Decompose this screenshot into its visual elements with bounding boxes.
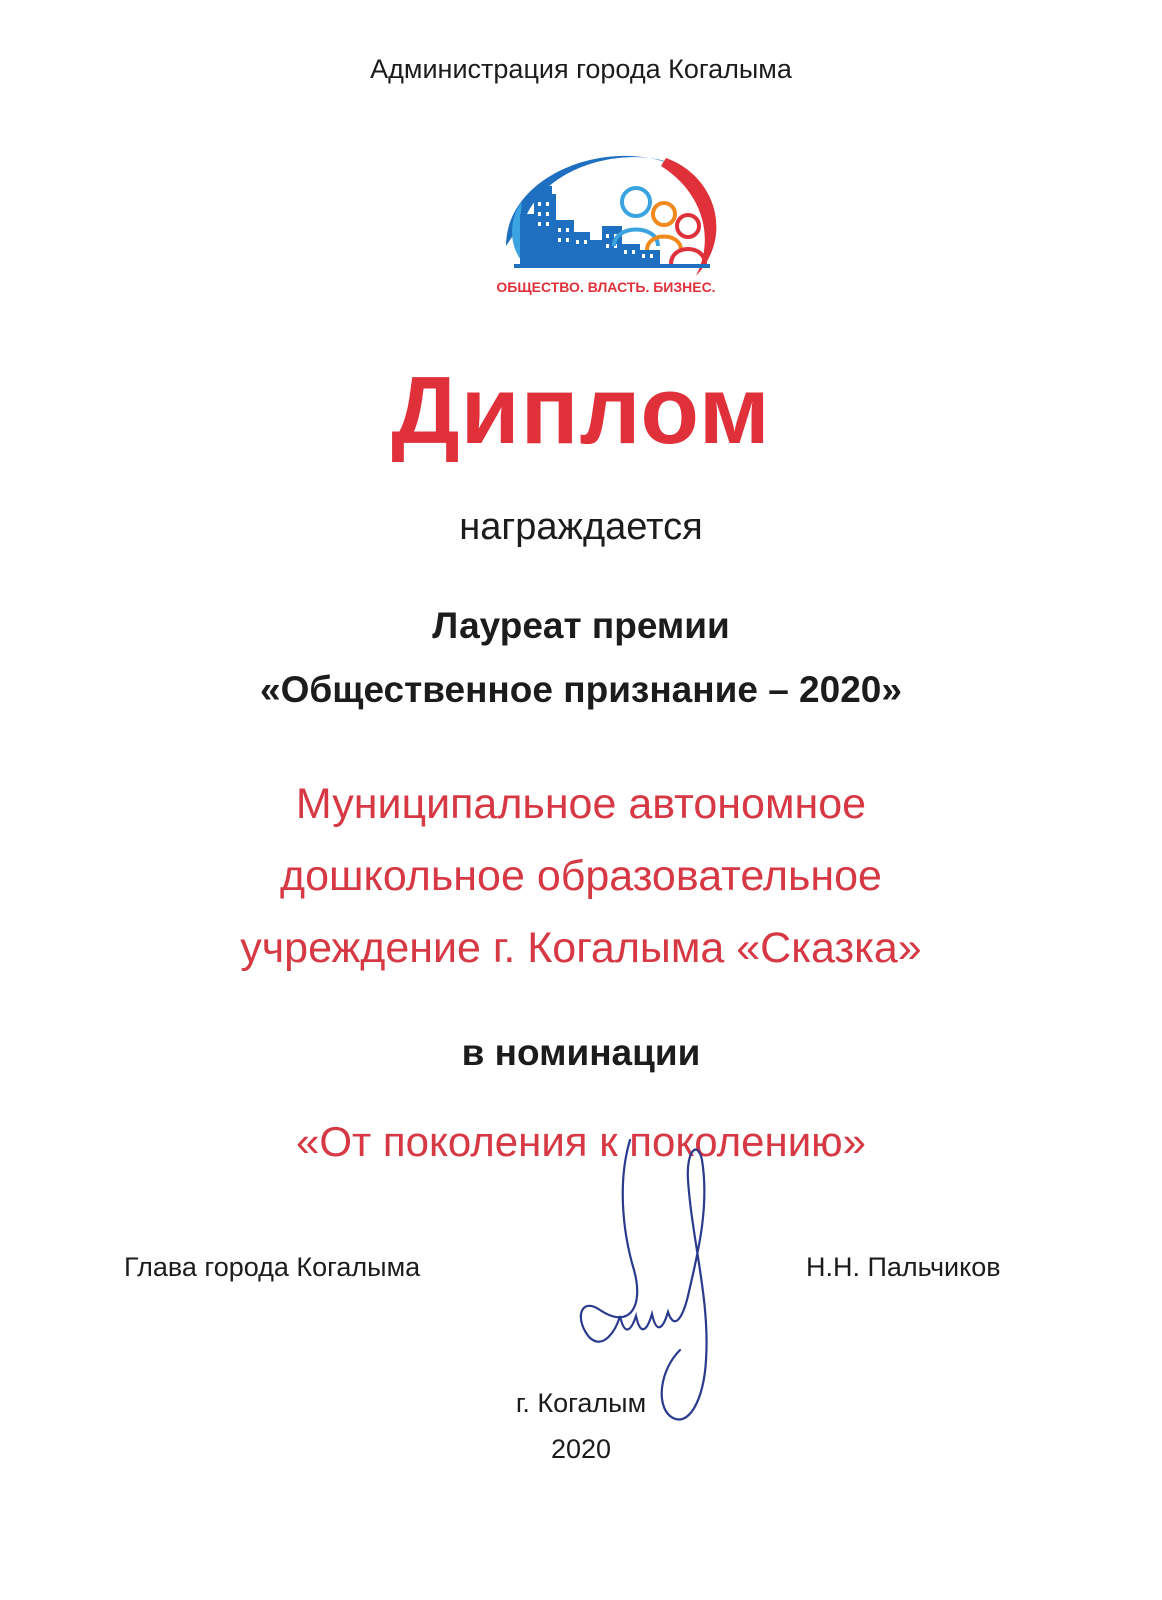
footer-city: г. Когалым — [515, 1388, 647, 1418]
logo-tagline: ОБЩЕСТВО. ВЛАСТЬ. БИЗНЕС. — [496, 279, 716, 295]
recipient-line-1: Муниципальное автономное — [295, 780, 867, 828]
nomination-label: в номинации — [461, 1032, 701, 1073]
issuer-text: Администрация города Когалыма — [370, 54, 792, 84]
recipient-line-2: дошкольное образовательное — [280, 852, 882, 900]
awarded-text: награждается — [459, 506, 703, 548]
footer-year: 2020 — [550, 1434, 612, 1464]
nomination-name: «От поколения к поколению» — [295, 1118, 867, 1165]
laureate-block — [0, 594, 1162, 722]
city-people-logo-icon — [466, 136, 746, 316]
diploma-title: Диплом — [391, 357, 771, 464]
recipient-line-3: учреждение г. Когалыма «Сказка» — [240, 924, 922, 972]
laureate-line-2: «Общественное признание – 2020» — [260, 669, 902, 710]
laureate-line-1: Лауреат премии — [432, 605, 730, 646]
recipient-block — [0, 768, 1162, 984]
signatory-name: Н.Н. Пальчиков — [806, 1252, 1001, 1282]
signatory-role: Глава города Когалыма — [124, 1252, 421, 1282]
